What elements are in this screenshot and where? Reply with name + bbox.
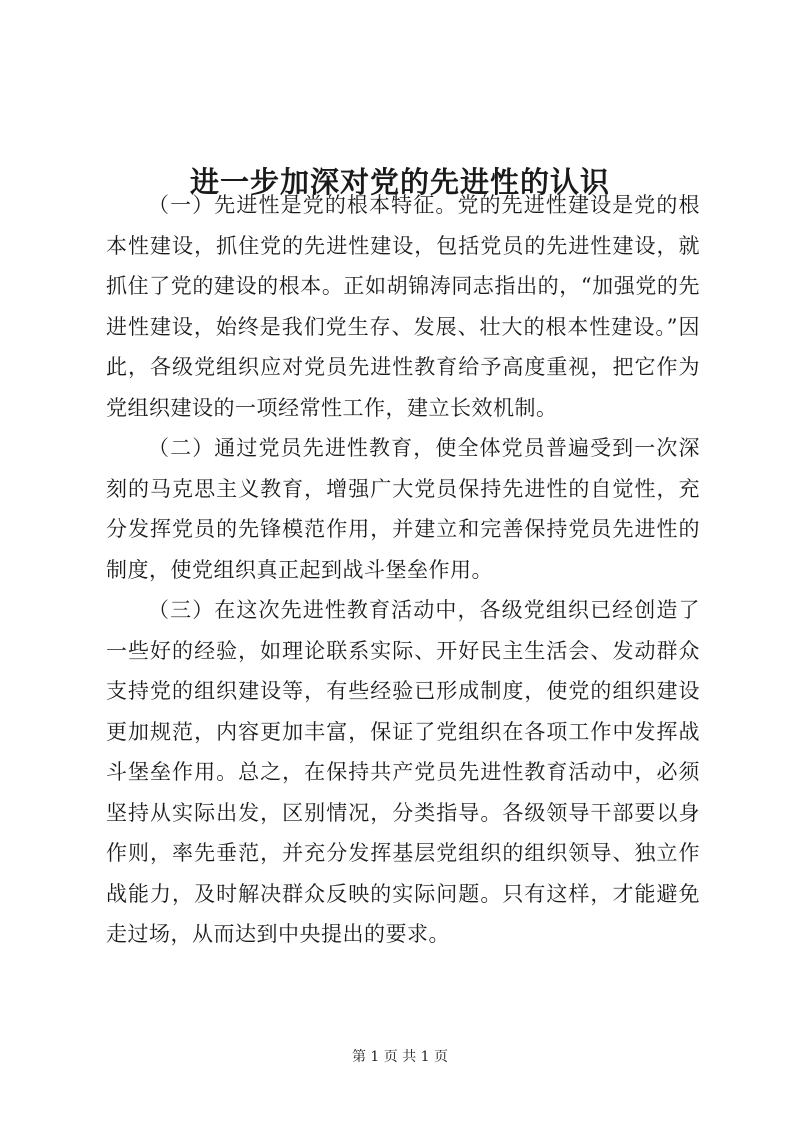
document-title: 进一步加深对党的先进性的认识	[189, 165, 610, 200]
paragraph-3: （三）在这次先进性教育活动中，各级党组织已经创造了一些好的经验，如理论联系实际、开好民主生活会、发动群众支持党的组织建设等，有些经验已形成制度，使党的组织建设更加规范，内容更加丰富，保证了党组织在各项工作中发挥战斗堡垒作用。总之，在保持共产党员先进性教育活动中，必须坚持从实际出发，区别情况，分类指导。各级领导干部要以身作则，率先垂范，并充分发挥基层党组织的组织领导、独立作战能力，及时解决群众反映的实际问题。只有这样，才能避免走过场，从而达到中央提出的要求。	[106, 598, 700, 946]
document-body	[106, 185, 700, 955]
paragraph-2: （二）通过党员先进性教育，使全体党员普遍受到一次深刻的马克思主义教育，增强广大党员保持先进性的自觉性，充分发挥党员的先锋模范作用，并建立和完善保持党员先进性的制度，使党组织真正起到战斗堡垒作用。	[106, 436, 700, 582]
paragraph-1: （一）先进性是党的根本特征。党的先进性建设是党的根本性建设，抓住党的先进性建设，包括党员的先进性建设，就抓住了党的建设的根本。正如胡锦涛同志指出的，“加强党的先进性建设，始终是我们党生存、发展、壮大的根本性建设。”因此，各级党组织应对党员先进性教育给予高度重视，把它作为党组织建设的一项经常性工作，建立长效机制。	[106, 193, 700, 420]
page-footer: 第 1 页 共 1 页	[351, 1049, 449, 1065]
